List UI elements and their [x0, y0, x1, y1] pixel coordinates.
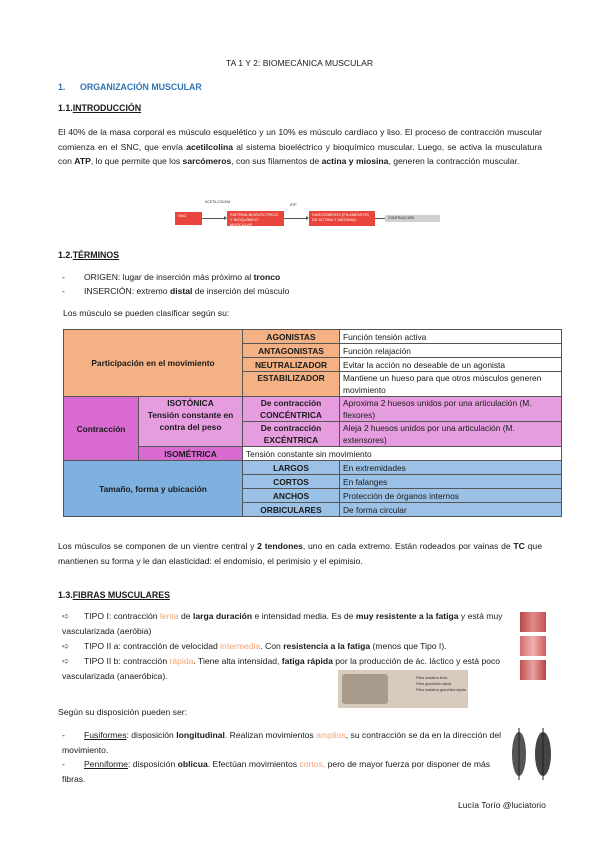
subsection-number: 1.3.	[58, 590, 73, 600]
arrangement-intro: Según su disposición pueden ser:	[58, 707, 187, 717]
subsection-title: TÉRMINOS	[72, 250, 120, 260]
table-value: Función relajación	[340, 344, 562, 358]
flow-arrow	[202, 218, 226, 219]
subsection-title: FIBRAS MUSCULARES	[72, 590, 170, 600]
table-value: Mantiene un hueso para que otros músculos generen movimiento	[340, 372, 562, 397]
group-participacion: Participación en el movimiento	[64, 330, 243, 397]
table-key: LARGOS	[243, 461, 340, 475]
subsection-heading-intro	[58, 103, 141, 113]
classify-intro: Los músculo se pueden clasificar según su:	[63, 308, 230, 318]
flow-box-snc: SNC	[175, 212, 202, 225]
fiber-cross-section-image	[338, 670, 468, 708]
group-contraccion: Contracción	[64, 397, 139, 461]
section-heading	[58, 82, 202, 92]
table-key: ESTABILIZADOR	[243, 372, 340, 397]
arrangement-penniforme: - Penniforme: disposición oblicua. Efectúan movimientos cortos, pero de mayor fuerza por disponer de más fibras.	[62, 759, 491, 784]
fiber-legend: Fibra oxidativa lenta Fibra glucolítica rápida Fibra oxidativa glucolítica rápida	[416, 676, 466, 692]
fiber-photo	[520, 660, 546, 680]
fiber-photo	[520, 612, 546, 632]
muscle-shape-drawings	[506, 726, 556, 782]
subsection-heading-fibers	[58, 590, 170, 600]
document-title: TA 1 Y 2: BIOMECÁNICA MUSCULAR	[225, 58, 374, 68]
subsection-title: INTRODUCCIÓN	[72, 103, 142, 113]
contraction-flow-diagram	[175, 197, 440, 233]
arrow-icon: ➪	[62, 611, 70, 621]
composition-paragraph: Los músculos se componen de un vientre central y 2 tendones, uno en cada extremo. Están rodeados por vainas de TC que mantienen su forma y le dan elasticidad: el endomisio, el perimisio y el epimisio.	[58, 541, 542, 566]
intro-paragraph: El 40% de la masa corporal es músculo esquelético y un 10% es músculo cardíaco y liso. El proceso de contracción muscular comienza en el SNC, que envía acetilcolina al sistema bioeléctrico y bioquímico muscular. Luego, se activa la musculatura con ATP, lo que permite que los sarcómeros, con sus filamentos de actina y miosina, generen la contracción muscular.	[58, 127, 543, 166]
subsection-number: 1.1.	[58, 103, 73, 113]
subsection-heading-terms	[58, 250, 119, 260]
classification-table	[63, 329, 562, 517]
table-key: CORTOS	[243, 475, 340, 489]
isometrica-value: Tensión constante sin movimiento	[243, 447, 562, 461]
term-item-insercion: - INSERCIÓN: extremo distal de inserción del músculo	[62, 286, 290, 296]
group-tamano: Tamaño, forma y ubicación	[64, 461, 243, 517]
fiber-photo	[520, 636, 546, 656]
concentrica-key: De contracción CONCÉNTRICA	[243, 397, 340, 422]
flow-box-contraccion: CONTRACCIÓN	[385, 215, 440, 222]
arrangement-fusiformes: - Fusiformes: disposición longitudinal. Realizan movimientos amplios, su contracción se da en la dirección del movimiento.	[62, 730, 502, 755]
table-value: Evitar la acción no deseable de un agonista	[340, 358, 562, 372]
table-key: ORBICULARES	[243, 503, 340, 517]
excentrica-value: Aleja 2 huesos unidos por una articulación (M. extensores)	[340, 422, 562, 447]
table-key: AGONISTAS	[243, 330, 340, 344]
arrow-icon: ➪	[62, 656, 70, 666]
table-value: De forma circular	[340, 503, 562, 517]
fiber-photos	[520, 612, 546, 680]
flow-label-acetilcolina: ACETILCOLINA	[205, 200, 231, 204]
concentrica-value: Aproxima 2 huesos unidos por una articulación (M. flexores)	[340, 397, 562, 422]
flow-box-sarcomeros: SARCÓMEROS (FILAMENTOS DE ACTINA Y MIOSINA)	[309, 211, 375, 226]
fiber-type-2a: ➪ TIPO II a: contracción de velocidad intermedia. Con resistencia a la fatiga (menos que Tipo I).	[62, 639, 517, 654]
isotonica-desc: Tensión constante en contra del peso	[147, 410, 234, 432]
term-item-origen: - ORIGEN: lugar de inserción más próximo al tronco	[62, 272, 281, 282]
section-title: ORGANIZACIÓN MUSCULAR	[80, 82, 202, 92]
table-value: En falanges	[340, 475, 562, 489]
footer-author: Lucía Torío @luciatorio	[458, 800, 546, 810]
flow-arrow	[375, 218, 385, 219]
fiber-micrograph	[342, 674, 388, 704]
table-value: En extremidades	[340, 461, 562, 475]
fiber-type-2b: ➪ TIPO II b: contracción rápida. Tiene alta intensidad, fatiga rápida por la producción de ác. láctico y está poco vascularizada (anaeróbica).	[62, 656, 501, 681]
section-number: 1.	[58, 82, 66, 92]
table-key: ANCHOS	[243, 489, 340, 503]
isotonica-cell	[139, 397, 243, 447]
arrow-icon: ➪	[62, 641, 70, 651]
table-value: Función tensión activa	[340, 330, 562, 344]
flow-box-sistema: SISTEMA BIOELÉCTRICO Y BIOQUÍMICO MUSCULAR	[227, 211, 284, 226]
isometrica-key: ISOMÉTRICA	[139, 447, 243, 461]
subsection-number: 1.2.	[58, 250, 73, 260]
flow-arrow	[284, 218, 308, 219]
flow-label-atp: ATP	[290, 203, 297, 207]
excentrica-key: De contracción EXCÉNTRICA	[243, 422, 340, 447]
isotonica-label: ISOTÓNICA	[167, 398, 214, 408]
table-key: NEUTRALIZADOR	[243, 358, 340, 372]
fiber-type-1: ➪ TIPO I: contracción lenta de larga duración e intensidad media. Es de muy resistente a la fatiga y está muy vascularizada (aeróbia)	[62, 611, 503, 636]
table-value: Protección de órganos internos	[340, 489, 562, 503]
table-key: ANTAGONISTAS	[243, 344, 340, 358]
